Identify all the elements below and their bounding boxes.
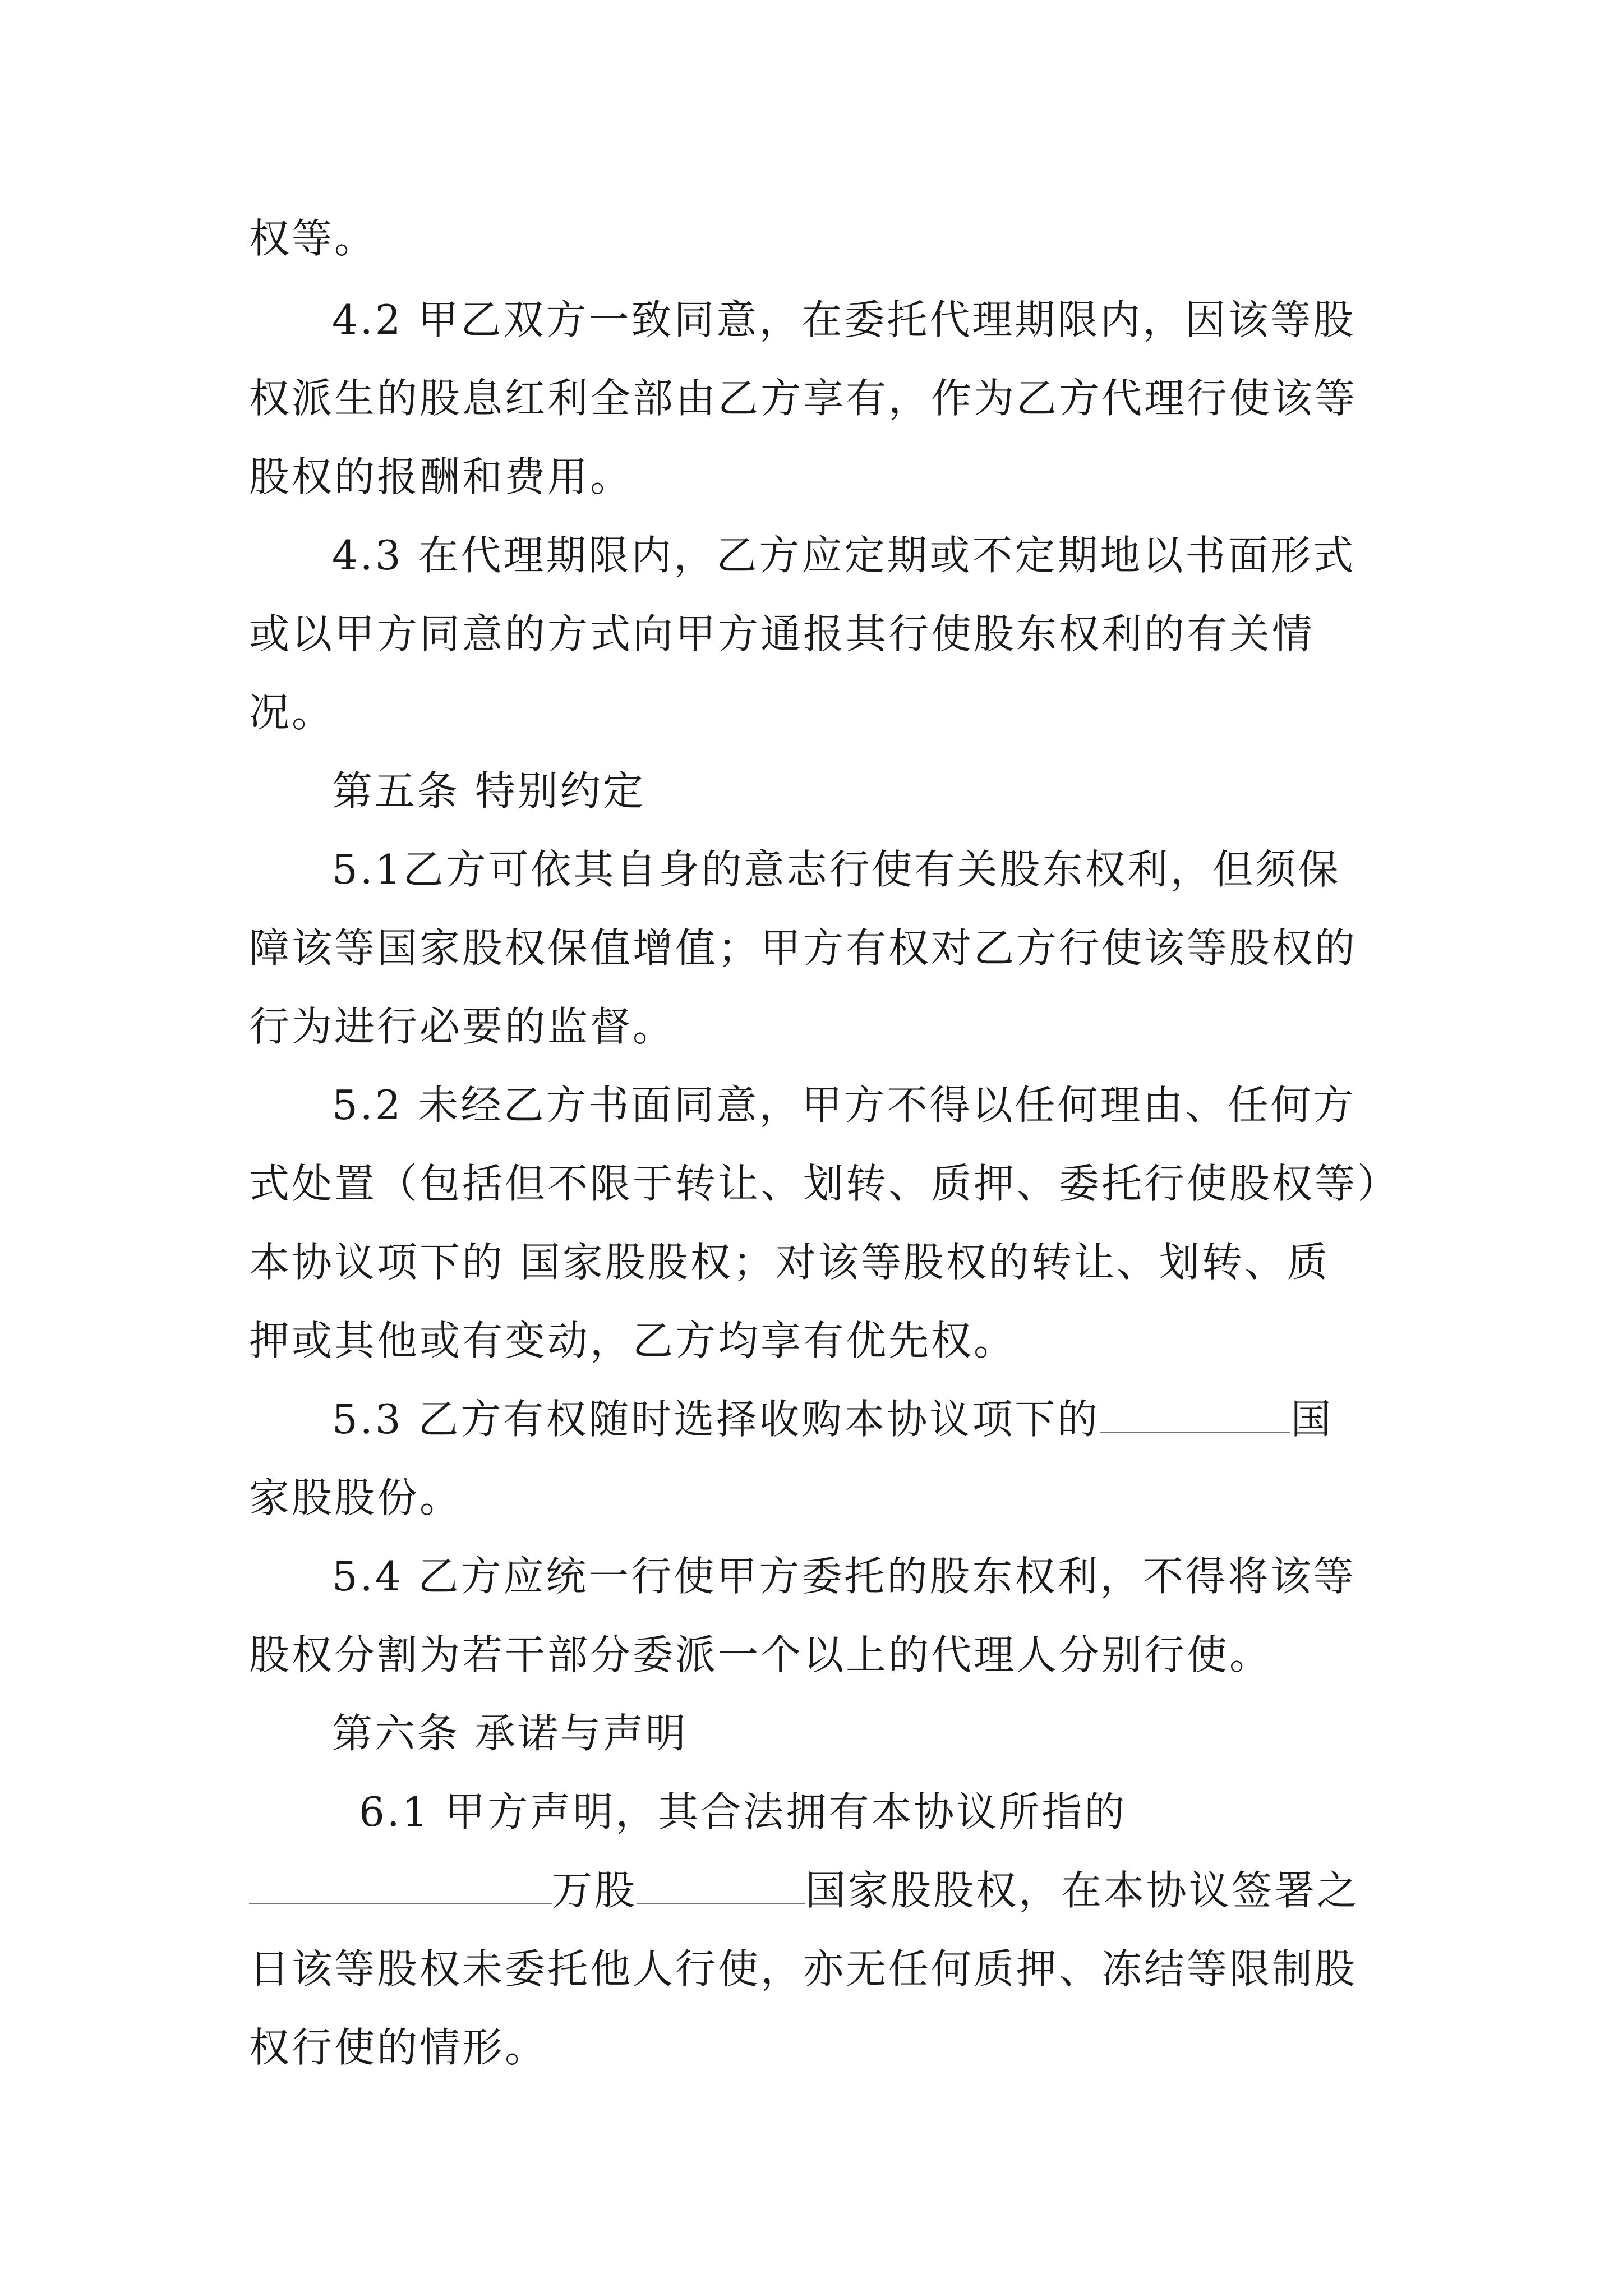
fill-in-blank[interactable] <box>249 1868 552 1904</box>
text-line: 股权的报酬和费用。 <box>249 453 633 500</box>
fill-in-blank[interactable] <box>637 1868 805 1904</box>
text-line: 股权分割为若干部分委派一个以上的代理人分别行使。 <box>249 1631 1272 1678</box>
clause-6-1-text: 万股 <box>552 1867 638 1914</box>
clause-5-3-text: 5.3 乙方有权随时选择收购本协议项下的 <box>332 1396 1100 1443</box>
clause-5-1-line-1: 5.1乙方可依其自身的意志行使有关股东权利，但须保 <box>332 846 1341 893</box>
text-line: 式处置（包括但不限于转让、划转、质押、委托行使股权等） <box>249 1160 1400 1207</box>
text-line: 本协议项下的 国家股股权；对该等股权的转让、划转、质 <box>249 1239 1330 1286</box>
article-5-heading: 第五条 特别约定 <box>332 767 645 815</box>
clause-5-3-text-end: 国 <box>1290 1396 1334 1443</box>
text-line: 押或其他或有变动，乙方均享有优先权。 <box>249 1317 1017 1364</box>
clause-4-3-line-1: 4.3 在代理期限内，乙方应定期或不定期地以书面形式 <box>332 532 1356 579</box>
text-line: 日该等股权未委托他人行使，亦无任何质押、冻结等限制股 <box>249 1945 1358 1993</box>
text-line: 行为进行必要的监督。 <box>249 1003 676 1050</box>
clause-6-1-line-2 <box>249 1860 1382 1921</box>
text-line: 障该等国家股权保值增值；甲方有权对乙方行使该等股权的 <box>249 924 1358 972</box>
clause-4-2-line-1: 4.2 甲乙双方一致同意，在委托代理期限内，因该等股 <box>332 296 1356 343</box>
clause-5-4-line-1: 5.4 乙方应统一行使甲方委托的股东权利，不得将该等 <box>332 1553 1356 1600</box>
text-line: 权等。 <box>249 215 377 262</box>
clause-6-1-line-1: 6.1 甲方声明，其合法拥有本协议所指的 <box>359 1788 1127 1835</box>
text-line: 家股股份。 <box>249 1474 463 1521</box>
text-line: 权派生的股息红利全部由乙方享有，作为乙方代理行使该等 <box>249 375 1358 422</box>
text-line: 或以甲方同意的方式向甲方通报其行使股东权利的有关情 <box>249 610 1315 657</box>
clause-6-1-text-end: 国家股股权，在本协议签署之 <box>805 1867 1360 1914</box>
text-line: 况。 <box>249 689 335 736</box>
article-6-heading: 第六条 承诺与声明 <box>332 1710 688 1757</box>
clause-5-2-line-1: 5.2 未经乙方书面同意，甲方不得以任何理由、任何方 <box>332 1082 1356 1129</box>
text-line: 权行使的情形。 <box>249 2024 548 2071</box>
clause-5-3-line-1 <box>332 1388 1382 1450</box>
fill-in-blank[interactable] <box>1100 1397 1290 1433</box>
